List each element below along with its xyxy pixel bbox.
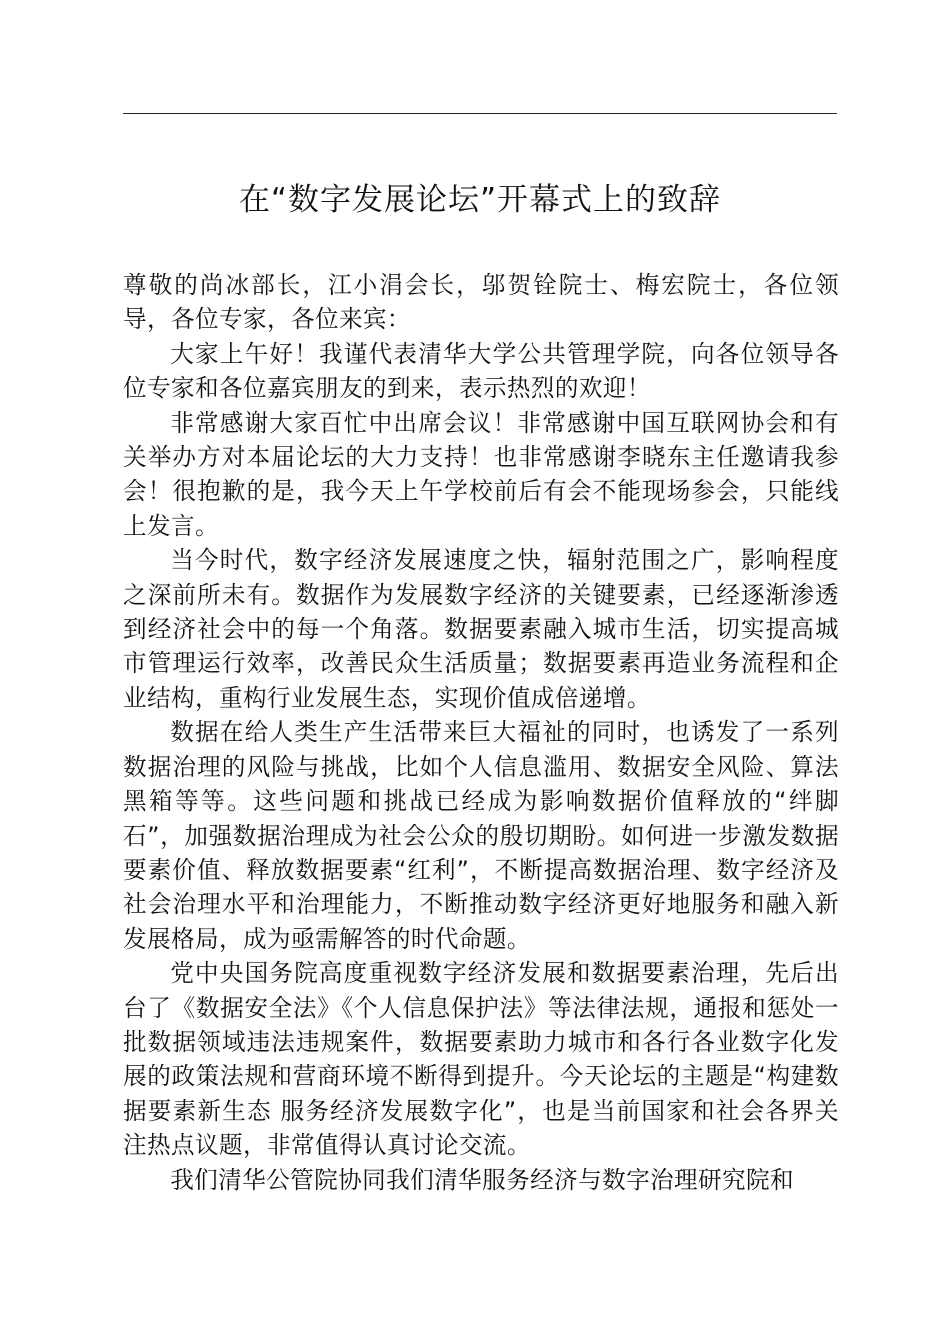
paragraph: 大家上午好！我谨代表清华大学公共管理学院，向各位领导各位专家和各位嘉宾朋友的到来，表示热烈的欢迎！ <box>123 339 839 403</box>
header-rule <box>123 113 837 114</box>
paragraph: 党中央国务院高度重视数字经济发展和数据要素治理，先后出台了《数据安全法》《个人信息保护法》等法律法规，通报和惩处一批数据领域违法违规案件，数据要素助力城市和各行各业数字化发展的政策法规和营商环境不断得到提升。今天论坛的主题是“构建数据要素新生态 服务经济发展数字化”，也是当前国家和社会各界关注热点议题，非常值得认真讨论交流。 <box>123 959 839 1160</box>
paragraph: 我们清华公管院协同我们清华服务经济与数字治理研究院和 <box>170 1165 795 1194</box>
document-body <box>123 268 839 1197</box>
paragraph: 非常感谢大家百忙中出席会议！非常感谢中国互联网协会和有关举办方对本届论坛的大力支持！也非常感谢李晓东主任邀请我参会！很抱歉的是，我今天上午学校前后有会不能现场参会，只能线上发言。 <box>123 408 839 540</box>
document-title: 在“数字发展论坛”开幕式上的致辞 <box>238 182 722 218</box>
paragraph: 当今时代，数字经济发展速度之快，辐射范围之广，影响程度之深前所未有。数据作为发展数字经济的关键要素，已经逐渐渗透到经济社会中的每一个角落。数据要素融入城市生活，切实提高城市管理运行效率，改善民众生活质量；数据要素再造业务流程和企业结构，重构行业发展生态，实现价值成倍递增。 <box>123 546 839 712</box>
paragraph: 数据在给人类生产生活带来巨大福祉的同时，也诱发了一系列数据治理的风险与挑战，比如个人信息滥用、数据安全风险、算法黑箱等等。这些问题和挑战已经成为影响数据价值释放的“绊脚石”，加强数据治理成为社会公众的殷切期盼。如何进一步激发数据要素价值、释放数据要素“红利”，不断提高数据治理、数字经济及社会治理水平和治理能力，不断推动数字经济更好地服务和融入新发展格局，成为亟需解答的时代命题。 <box>123 718 839 953</box>
salutation: 尊敬的尚冰部长，江小涓会长，邬贺铨院士、梅宏院士，各位领导，各位专家，各位来宾： <box>123 271 839 334</box>
